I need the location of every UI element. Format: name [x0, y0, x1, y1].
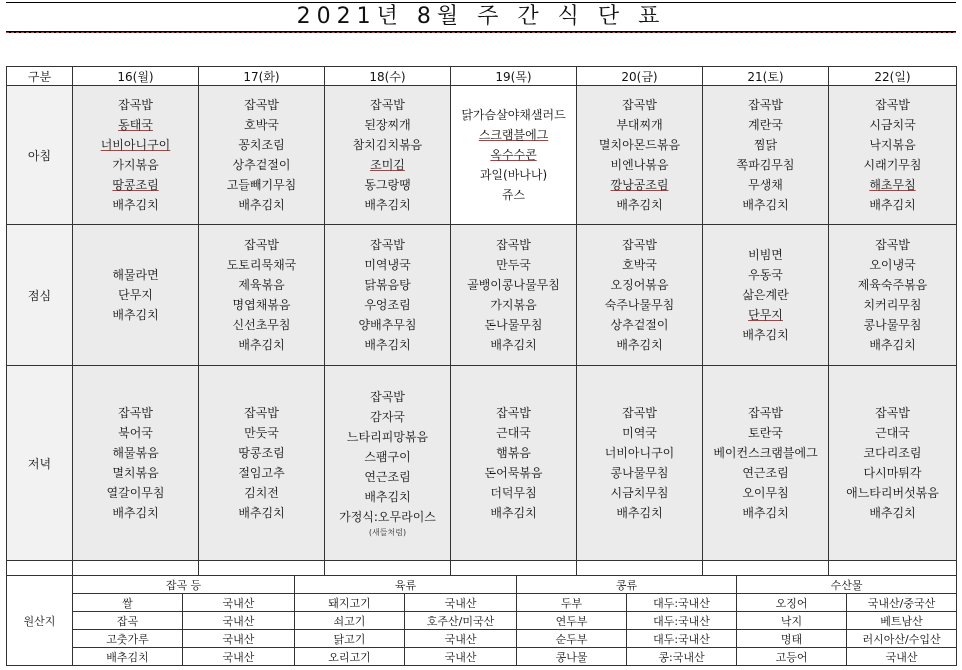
- origin-item: 연두부: [517, 612, 627, 630]
- menu-cell: [829, 366, 957, 561]
- dish-item: 깡낭공조림: [610, 178, 669, 192]
- dish-list: [577, 366, 702, 560]
- dish-item: 더덕무침: [490, 486, 537, 500]
- dish-item: (새들처럼): [368, 528, 407, 537]
- dish-item: 삶은계란: [742, 288, 789, 302]
- page-title: 2021년 8월 주 간 식 단 표: [6, 2, 956, 33]
- day-header: 17(화): [199, 67, 325, 86]
- origin-row: [7, 648, 957, 666]
- origin-item: 쌀: [73, 594, 183, 612]
- origin-country: 대두:국내산: [627, 612, 737, 630]
- dish-item: 스팸구이: [364, 450, 411, 464]
- dish-item: 배추김치: [490, 338, 537, 352]
- origin-item: 두부: [517, 594, 627, 612]
- dish-item: 쥬스: [501, 188, 526, 202]
- dish-item: 가지볶음: [490, 298, 537, 312]
- menu-cell: [199, 86, 325, 225]
- dish-item: 배추김치: [364, 198, 411, 212]
- spacer-cell: [325, 561, 451, 576]
- dish-item: 잡곡밥: [370, 390, 405, 404]
- dish-list: [73, 366, 198, 560]
- origin-item: 오징어: [737, 594, 847, 612]
- dish-item: 오이냉국: [869, 258, 916, 272]
- dish-item: 동태국: [118, 118, 153, 132]
- origin-country: 국내산: [405, 594, 517, 612]
- menu-cell: [451, 225, 577, 366]
- dish-item: 고들빼기무침: [226, 178, 297, 192]
- origin-country: 러시아산/수입산: [847, 630, 957, 648]
- dish-list: [829, 86, 956, 224]
- day-header: 18(수): [325, 67, 451, 86]
- dish-item: 돈나물무침: [484, 318, 543, 332]
- menu-cell: [325, 225, 451, 366]
- dish-list: [577, 86, 702, 224]
- dish-list: [703, 366, 828, 560]
- menu-cell: [325, 86, 451, 225]
- dish-item: 상추겉절이: [232, 158, 291, 172]
- spacer-cell: [7, 561, 73, 576]
- origin-category: 수산물: [737, 576, 957, 594]
- blank-row: [6, 32, 956, 67]
- origin-item: 오리고기: [295, 648, 405, 666]
- dish-item: 근대국: [496, 426, 531, 440]
- dish-item: 배추김치: [238, 198, 285, 212]
- dish-item: 배추김치: [112, 506, 159, 520]
- dish-item: 쪽파김무침: [736, 158, 795, 172]
- dish-list: [199, 86, 324, 224]
- origin-country: 대두:국내산: [627, 594, 737, 612]
- day-header: 22(일): [829, 67, 957, 86]
- menu-cell: [703, 366, 829, 561]
- day-header: 21(토): [703, 67, 829, 86]
- spacer-cell: [577, 561, 703, 576]
- dish-list: [325, 86, 450, 224]
- dish-item: 호박국: [244, 118, 279, 132]
- dish-list: [73, 86, 198, 224]
- dish-list: [829, 366, 956, 560]
- menu-cell: [703, 225, 829, 366]
- origin-item: 잡곡: [73, 612, 183, 630]
- dish-item: 조미김: [370, 158, 405, 172]
- dish-item: 돈어묵볶음: [484, 466, 543, 480]
- header-label: 구분: [7, 67, 73, 86]
- dish-item: 잡곡밥: [622, 98, 657, 112]
- dish-item: 김치전: [244, 486, 279, 500]
- origin-row: [7, 612, 957, 630]
- dish-list: [577, 225, 702, 365]
- menu-cell: [73, 86, 199, 225]
- dish-item: 애느타리버섯볶음: [846, 486, 939, 500]
- dish-item: 잡곡밥: [622, 406, 657, 420]
- dish-item: 비빔면: [748, 248, 783, 262]
- menu-cell: [451, 366, 577, 561]
- dish-item: 배추김치: [742, 506, 789, 520]
- dish-item: 우동국: [748, 268, 783, 282]
- dish-item: 비엔나볶음: [610, 158, 669, 172]
- dish-list: [73, 225, 198, 365]
- meal-label: 아침: [7, 86, 73, 225]
- dish-item: 해초무침: [869, 178, 916, 192]
- dish-item: 배추김치: [238, 338, 285, 352]
- meal-row-1: [7, 225, 957, 366]
- menu-cell: [199, 366, 325, 561]
- origin-country: 베트남산: [847, 612, 957, 630]
- dish-item: 배추김치: [364, 490, 411, 504]
- dish-item: 근대국: [875, 426, 910, 440]
- menu-cell: [577, 225, 703, 366]
- dish-item: 꽁치조림: [238, 138, 285, 152]
- menu-cell: [73, 366, 199, 561]
- dish-item: 미역냉국: [364, 258, 411, 272]
- dish-item: 우엉조림: [364, 298, 411, 312]
- dish-list: [325, 225, 450, 365]
- dish-item: 배추김치: [238, 506, 285, 520]
- origin-table: [6, 575, 957, 666]
- dish-list: [325, 366, 450, 560]
- dish-item: 잡곡밥: [496, 238, 531, 252]
- origin-label: 원산지: [7, 576, 73, 666]
- origin-country: 국내산: [183, 594, 295, 612]
- dish-list: [703, 225, 828, 365]
- meal-row-2: [7, 366, 957, 561]
- origin-country: 국내산: [405, 648, 517, 666]
- menu-cell: [325, 366, 451, 561]
- dish-item: 콩나물무침: [610, 466, 669, 480]
- dish-list: [451, 225, 576, 365]
- origin-item: 순두부: [517, 630, 627, 648]
- meal-label: 저녁: [7, 366, 73, 561]
- dish-item: 잡곡밥: [370, 238, 405, 252]
- dish-item: 찜닭: [753, 138, 778, 152]
- dish-item: 제육숙주볶음: [857, 278, 928, 292]
- dish-item: 베이컨스크램블에그: [713, 446, 818, 460]
- dish-item: 골뱅이콩나물무침: [467, 278, 560, 292]
- dish-item: 과일(바나나): [479, 168, 548, 182]
- origin-country: 호주산/미국산: [405, 612, 517, 630]
- dish-item: 시금치국: [869, 118, 916, 132]
- dish-item: 제육볶음: [238, 278, 285, 292]
- dish-item: 잡곡밥: [496, 406, 531, 420]
- dish-item: 코다리조림: [863, 446, 922, 460]
- menu-cell: [577, 366, 703, 561]
- dish-item: 된장찌개: [364, 118, 411, 132]
- dish-item: 동그랑땡: [364, 178, 411, 192]
- dish-item: 배추김치: [869, 506, 916, 520]
- origin-category: 잡곡 등: [73, 576, 295, 594]
- dish-item: 양배추무침: [358, 318, 417, 332]
- spacer-row: [7, 561, 957, 576]
- dish-item: 호박국: [622, 258, 657, 272]
- dish-item: 배추김치: [112, 198, 159, 212]
- dish-item: 시래기무침: [863, 158, 922, 172]
- day-header: 16(월): [73, 67, 199, 86]
- dish-item: 상추겉절이: [610, 318, 669, 332]
- dish-item: 토란국: [748, 426, 783, 440]
- dish-item: 잡곡밥: [370, 98, 405, 112]
- dish-item: 잡곡밥: [748, 406, 783, 420]
- dish-list: [451, 366, 576, 560]
- origin-item: 닭고기: [295, 630, 405, 648]
- dish-item: 햄볶음: [496, 446, 531, 460]
- dish-item: 신선초무침: [232, 318, 291, 332]
- meal-label: 점심: [7, 225, 73, 366]
- menu-cell: [73, 225, 199, 366]
- dish-item: 명엽채볶음: [232, 298, 291, 312]
- dish-item: 배추김치: [869, 338, 916, 352]
- dish-list: [829, 225, 956, 365]
- dish-item: 배추김치: [742, 328, 789, 342]
- origin-country: 국내산: [405, 630, 517, 648]
- dish-item: 만두국: [496, 258, 531, 272]
- dish-item: 잡곡밥: [244, 238, 279, 252]
- dish-item: 너비아니구이: [604, 446, 675, 460]
- menu-cell: [199, 225, 325, 366]
- dish-item: 콩나물무침: [863, 318, 922, 332]
- origin-country: 국내산: [183, 648, 295, 666]
- origin-item: 낙지: [737, 612, 847, 630]
- dish-list: [451, 86, 576, 224]
- dish-item: 닭볶음탕: [364, 278, 411, 292]
- dish-item: 미역국: [622, 426, 657, 440]
- dish-item: 너비아니구이: [100, 138, 171, 152]
- dish-item: 잡곡밥: [118, 98, 153, 112]
- dish-item: 멸치아몬드볶음: [598, 138, 681, 152]
- dish-item: 잡곡밥: [875, 98, 910, 112]
- dish-item: 치커리무침: [863, 298, 922, 312]
- weekly-menu-table: [6, 66, 957, 576]
- dish-item: 잡곡밥: [748, 98, 783, 112]
- menu-cell: [829, 225, 957, 366]
- dish-item: 열갈이무침: [106, 486, 165, 500]
- dish-item: 잡곡밥: [622, 238, 657, 252]
- spacer-cell: [199, 561, 325, 576]
- dish-item: 시금치무침: [610, 486, 669, 500]
- dish-item: 땅콩조림: [238, 446, 285, 460]
- dish-item: 멸치볶음: [112, 466, 159, 480]
- origin-country: 대두:국내산: [627, 630, 737, 648]
- menu-cell: [577, 86, 703, 225]
- dish-item: 해물라면: [112, 268, 159, 282]
- origin-row: [7, 594, 957, 612]
- dish-item: 계란국: [748, 118, 783, 132]
- dish-item: 가정식:오무라이스: [339, 510, 436, 524]
- dish-item: 낙지볶음: [869, 138, 916, 152]
- dish-item: 참치김치볶음: [352, 138, 423, 152]
- dish-item: 배추김치: [616, 338, 663, 352]
- dish-item: 잡곡밥: [118, 406, 153, 420]
- origin-row: [7, 630, 957, 648]
- dish-item: 연근조림: [364, 470, 411, 484]
- dish-item: 절임고추: [238, 466, 285, 480]
- dish-item: 도토리묵채국: [226, 258, 297, 272]
- dish-item: 스크램블에그: [478, 128, 549, 142]
- origin-item: 고춧가루: [73, 630, 183, 648]
- spacer-cell: [703, 561, 829, 576]
- meal-row-0: [7, 86, 957, 225]
- menu-cell: [703, 86, 829, 225]
- origin-country: 국내산: [847, 648, 957, 666]
- origin-category: 콩류: [517, 576, 737, 594]
- origin-category-row: [7, 576, 957, 594]
- origin-item: 배추김치: [73, 648, 183, 666]
- origin-item: 쇠고기: [295, 612, 405, 630]
- origin-item: 콩나물: [517, 648, 627, 666]
- dish-item: 잡곡밥: [244, 406, 279, 420]
- dish-item: 배추김치: [742, 198, 789, 212]
- menu-cell: [451, 86, 577, 225]
- spacer-cell: [829, 561, 957, 576]
- origin-country: 국내산/중국산: [847, 594, 957, 612]
- origin-item: 돼지고기: [295, 594, 405, 612]
- spacer-cell: [73, 561, 199, 576]
- dish-item: 숙주나물무침: [604, 298, 675, 312]
- spacer-cell: [451, 561, 577, 576]
- dish-item: 무생채: [748, 178, 783, 192]
- dish-item: 가지볶음: [112, 158, 159, 172]
- day-header-row: [7, 67, 957, 86]
- dish-item: 잡곡밥: [875, 406, 910, 420]
- origin-country: 콩:국내산: [627, 648, 737, 666]
- dish-item: 부대찌개: [616, 118, 663, 132]
- dish-item: 북어국: [118, 426, 153, 440]
- dish-item: 연근조림: [742, 466, 789, 480]
- day-header: 20(금): [577, 67, 703, 86]
- dish-item: 느타리피망볶음: [346, 430, 429, 444]
- dish-item: 옥수수콘: [490, 148, 537, 162]
- day-header: 19(목): [451, 67, 577, 86]
- dish-item: 다시마튀각: [863, 466, 922, 480]
- dish-item: 배추김치: [869, 198, 916, 212]
- origin-country: 국내산: [183, 630, 295, 648]
- menu-cell: [829, 86, 957, 225]
- dish-item: 배추김치: [616, 506, 663, 520]
- origin-category: 육류: [295, 576, 517, 594]
- dish-item: 잡곡밥: [875, 238, 910, 252]
- origin-country: 국내산: [183, 612, 295, 630]
- dish-item: 오이무침: [742, 486, 789, 500]
- dish-item: 만둣국: [244, 426, 279, 440]
- dish-item: 배추김치: [490, 506, 537, 520]
- origin-item: 명태: [737, 630, 847, 648]
- dish-item: 잡곡밥: [244, 98, 279, 112]
- dish-item: 배추김치: [616, 198, 663, 212]
- dish-item: 단무지: [118, 288, 153, 302]
- dish-item: 단무지: [748, 308, 783, 322]
- dish-list: [199, 225, 324, 365]
- dish-item: 해물볶음: [112, 446, 159, 460]
- origin-item: 고등어: [737, 648, 847, 666]
- dish-list: [199, 366, 324, 560]
- dish-list: [703, 86, 828, 224]
- dish-item: 땅콩조림: [112, 178, 159, 192]
- dish-item: 배추김치: [112, 308, 159, 322]
- dish-item: 닭가슴살야채샐러드: [461, 108, 566, 122]
- dish-item: 배추김치: [364, 338, 411, 352]
- dish-item: 오징어볶음: [610, 278, 669, 292]
- dish-item: 감자국: [370, 410, 405, 424]
